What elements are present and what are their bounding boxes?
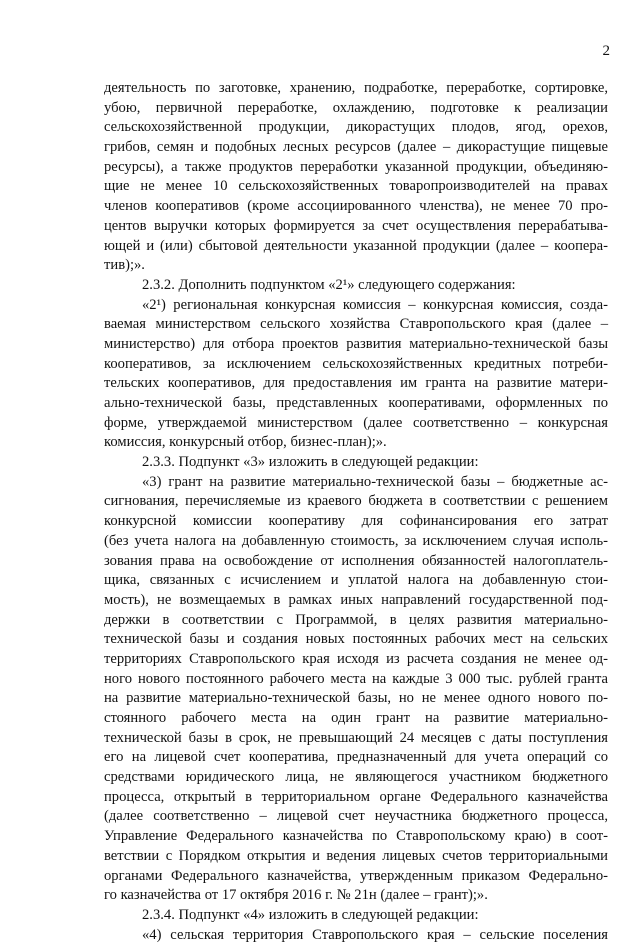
text-line: технической базы и создания новых постоянных рабочих мест на сельских <box>104 631 608 648</box>
text-line: технической базы в срок, не превышающий 24 месяцев с даты поступления <box>104 729 608 746</box>
text-line: держки в соответствии с Программой, в целях развития материально- <box>104 611 608 628</box>
text-line: «4) сельская территория Ставропольского края – сельские поселения <box>142 926 608 943</box>
text-line: форме, утверждаемой министерством (далее соответственно – конкурсная <box>104 414 608 431</box>
text-line: тельских кооперативов, для предоставления им гранта на развитие матери- <box>104 375 608 392</box>
text-line: кооперативов, за исключением сельскохозяйственных кредитных потреби- <box>104 355 608 372</box>
text-line: щие не менее 10 сельскохозяйственных товаропроизводителей на правах <box>104 178 608 195</box>
text-line: членов кооперативов (кроме ассоциированного членства), не менее 70 про- <box>104 198 608 215</box>
text-line: ально-технической базы, представленных кооперативами, оформленных по <box>104 395 608 411</box>
text-line: 2.3.4. Подпункт «4» изложить в следующей редакции: <box>142 906 479 923</box>
text-line: ющей и (или) сбытовой деятельности указанной продукции (далее – коопера- <box>104 237 608 254</box>
text-line: Управление Федерального казначейства по Ставропольскому краю) в соот- <box>104 828 608 845</box>
text-line: министерство) для отбора проектов развития материально-технической базы <box>104 335 608 352</box>
text-line: процесса, открытый в территориальном органе Федерального казначейства <box>104 788 608 805</box>
text-line: органами Федерального казначейства, утвержденным приказом Федерально- <box>104 867 608 884</box>
text-line: ваемая министерством сельского хозяйства Ставропольского края (далее – <box>104 316 608 333</box>
text-line: средствами юридического лица, не являющегося участником бюджетного <box>104 769 608 786</box>
text-line: ветствии с Порядком открытия и ведения лицевых счетов территориальными <box>104 847 608 864</box>
text-line: щика, связанных с исчислением и уплатой налога на добавленную стои- <box>104 572 608 589</box>
text-line: центов выручки которых формируется за счет осуществления перерабатыва- <box>104 217 608 234</box>
text-line: деятельность по заготовке, хранению, подработке, переработке, сортировке, <box>104 80 608 96</box>
text-line: «3) грант на развитие материально-технической базы – бюджетные ас- <box>142 473 608 490</box>
text-line: комиссия, конкурсный отбор, бизнес-план);». <box>104 434 387 451</box>
text-line: конкурсной комиссии кооперативу для софинансирования его затрат <box>104 513 608 530</box>
text-line: ресурсы), а также продуктов переработки указанной продукции, объединяю- <box>104 158 608 175</box>
text-line: «2¹) региональная конкурсная комиссия – конкурсная комиссия, созда- <box>142 296 608 313</box>
page-number: 2 <box>602 43 610 59</box>
text-line: ного нового постоянного рабочего места на каждые 3 000 тыс. рублей гранта <box>104 670 608 687</box>
text-line: убою, первичной переработке, охлаждению, подготовке к реализации <box>104 99 608 116</box>
text-line: тив);». <box>104 257 145 274</box>
text-line: стоянного рабочего места на один грант на развитие материально- <box>104 710 608 726</box>
text-line: го казначейства от 17 октября 2016 г. № 21н (далее – грант);». <box>104 887 488 904</box>
text-line: на развитие материально-технической базы, но не менее одного нового по- <box>104 690 608 707</box>
text-line: (далее соответственно – лицевой счет неучастника бюджетного процесса, <box>104 808 608 825</box>
text-line: сигнования, перечисляемые из краевого бюджета в соответствии с решением <box>104 493 608 510</box>
document-body <box>104 79 608 945</box>
text-line: 2.3.3. Подпункт «3» изложить в следующей редакции: <box>142 454 479 471</box>
text-line: 2.3.2. Дополнить подпунктом «2¹» следующего содержания: <box>142 276 516 293</box>
text-line: сельскохозяйственной продукции, дикорастущих плодов, ягод, орехов, <box>104 119 608 136</box>
text-line: территориях Ставропольского края исходя из расчета создания не менее од- <box>104 650 608 667</box>
text-line: мость), не возмещаемых в рамках иных направлений государственной под- <box>104 591 608 608</box>
text-line: зования права на освобождение от исполнения обязанностей налогоплатель- <box>104 552 608 569</box>
text-line: его на лицевой счет кооператива, предназначенный для учета операций со <box>104 749 608 766</box>
text-line: (без учета налога на добавленную стоимость, за исключением случая исполь- <box>104 532 608 549</box>
text-line: грибов, семян и подобных лесных ресурсов (далее – дикорастущие пищевые <box>104 139 608 156</box>
